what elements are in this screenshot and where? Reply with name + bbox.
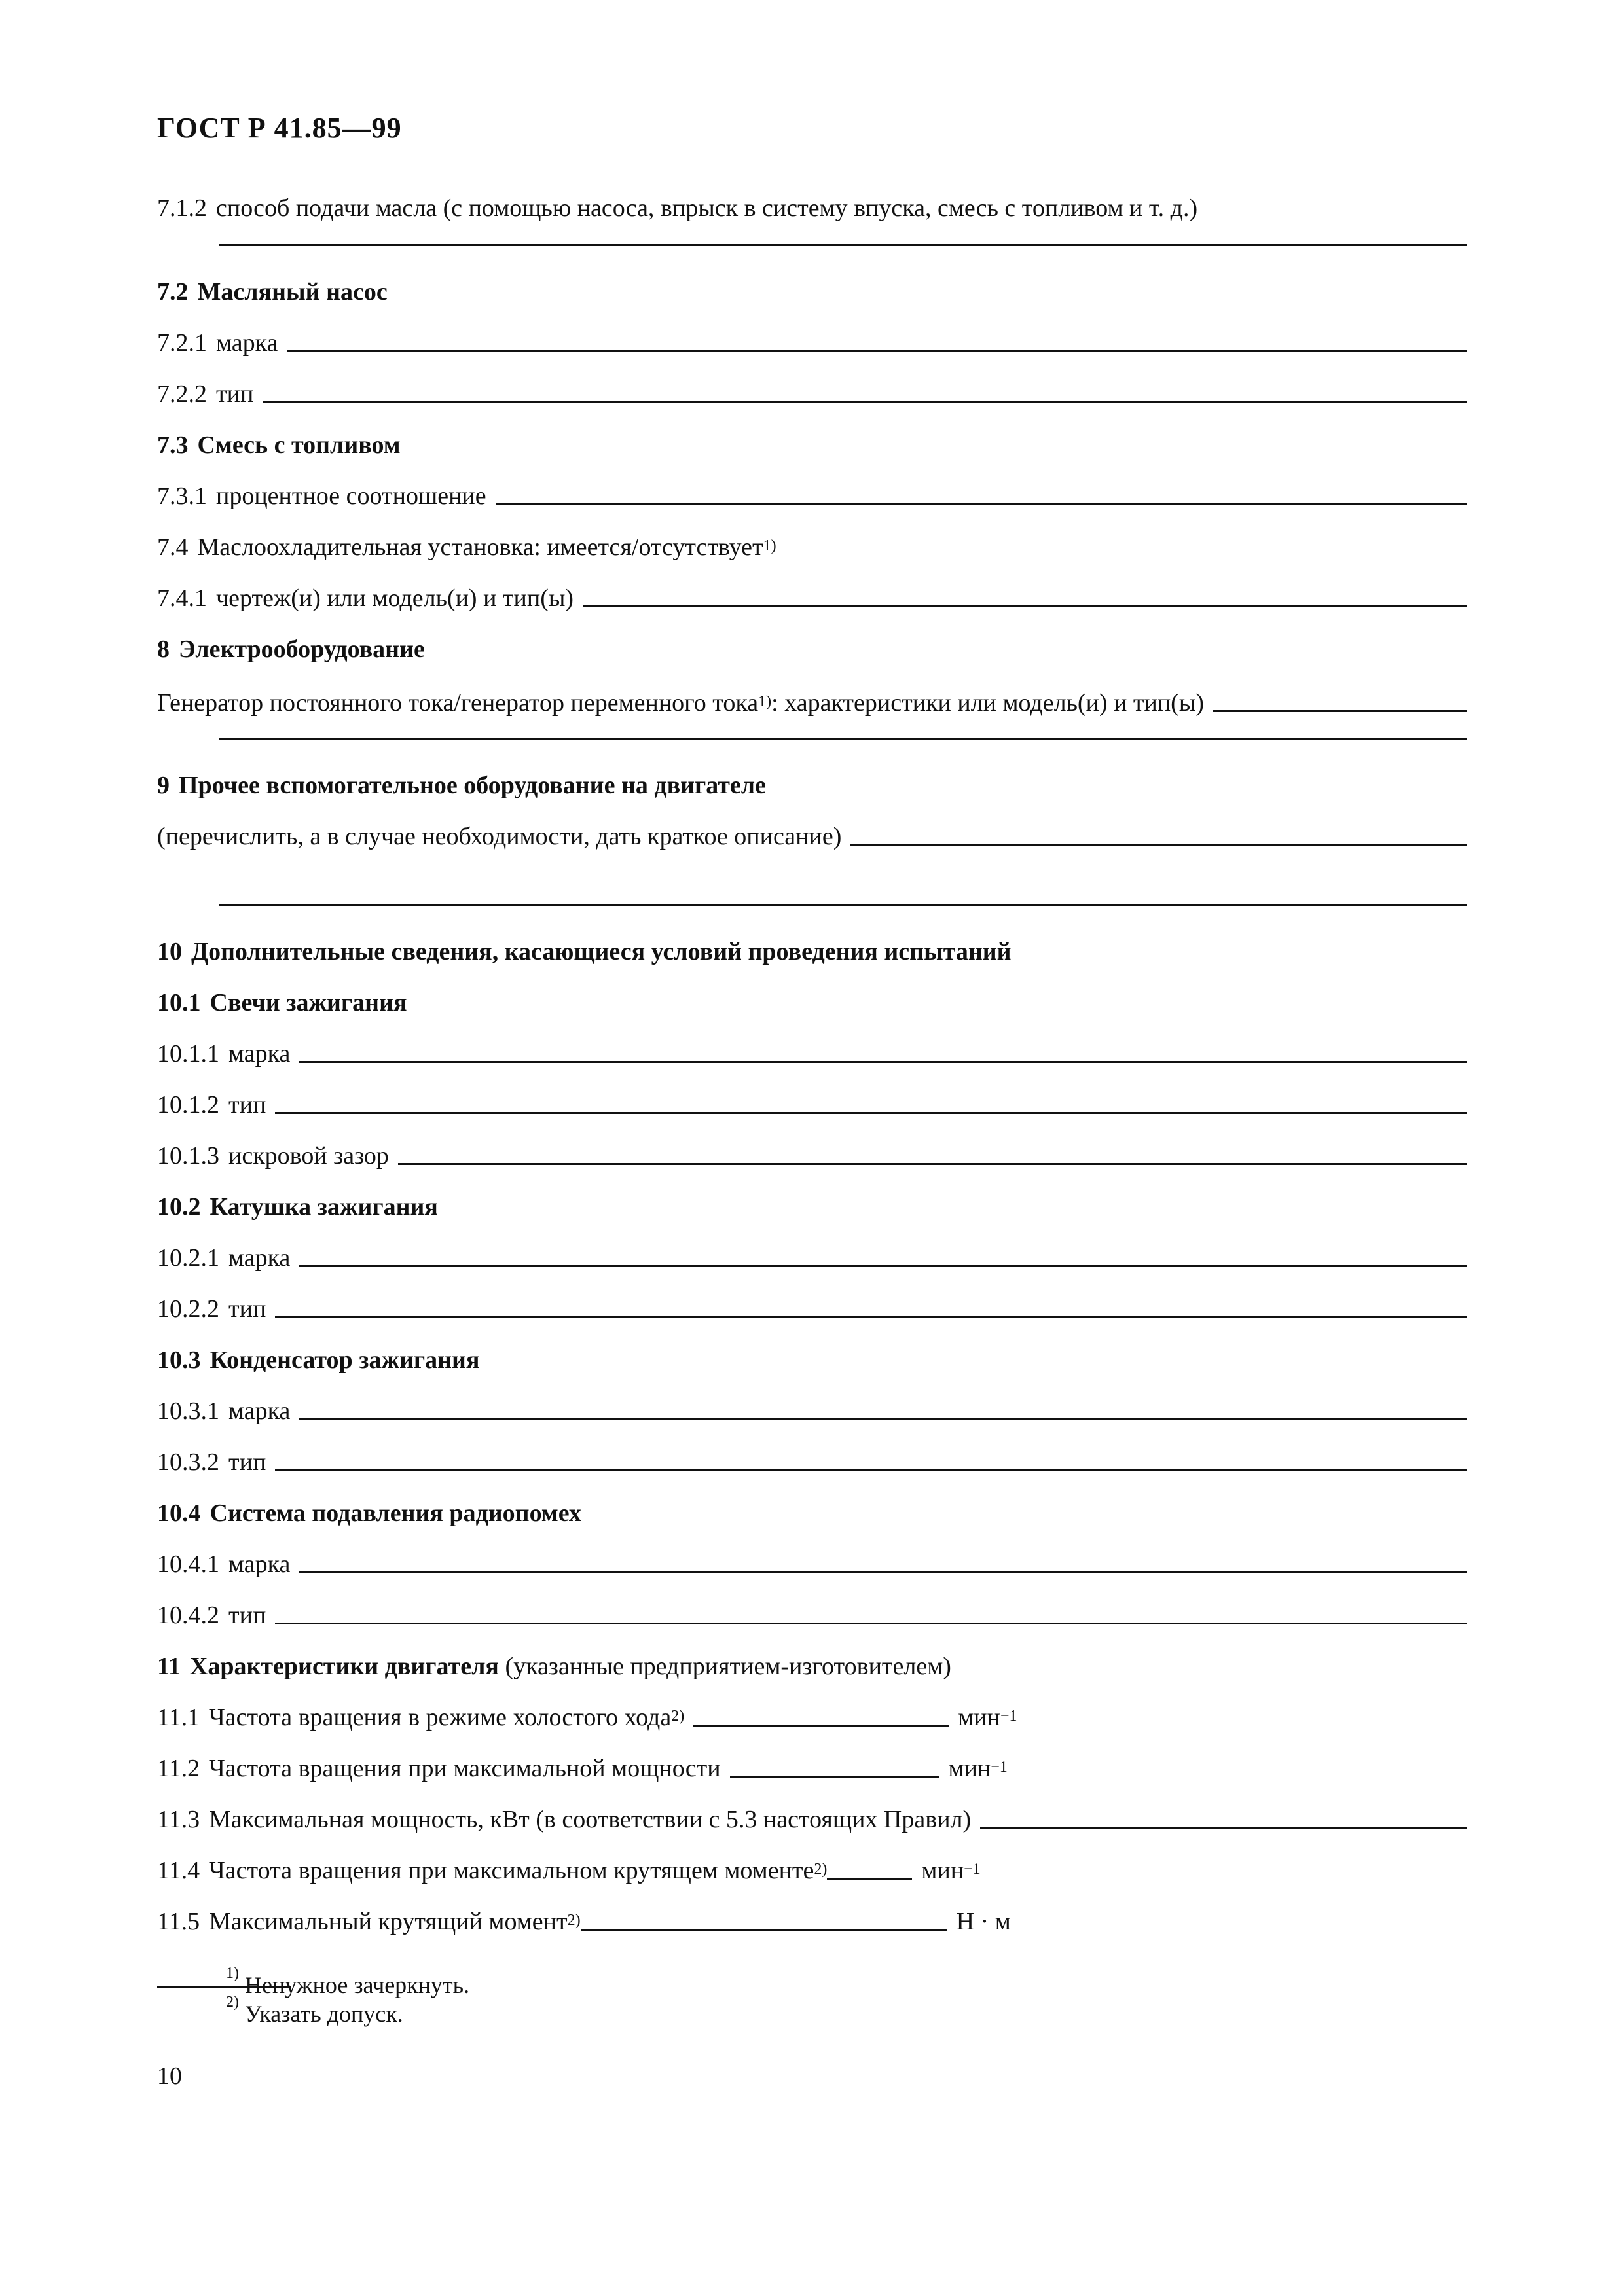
item-11-1: 11.1 Частота вращения в режиме холостого хода $^{2)}$ мин $^{-1}$	[157, 1704, 1017, 1731]
footnote-1: $^{1)}$ Ненужное зачеркнуть.	[226, 1965, 470, 1998]
item-7-2-1: 7.2.1 марка	[157, 318, 1467, 357]
item-9-list-field[interactable]	[850, 843, 1467, 846]
section-11: 11 Характеристики двигателя (указанные предприятием-изготовителем)	[157, 1653, 951, 1680]
item-8-generator-field-2[interactable]	[219, 737, 1467, 740]
item-11-3-field[interactable]	[980, 1826, 1467, 1829]
section-10-4: 10.4 Система подавления радиопомех	[157, 1499, 581, 1527]
item-10-1-1-field[interactable]	[299, 1060, 1467, 1063]
item-7-2-1-field[interactable]	[287, 350, 1467, 352]
item-7-3-1: 7.3.1 процентное соотношение	[157, 471, 1467, 511]
item-7-4-1: 7.4.1 чертеж(и) или модель(и) и тип(ы)	[157, 573, 1467, 613]
section-7-2: 7.2 Масляный насос	[157, 278, 388, 306]
item-7-2-2-field[interactable]	[263, 401, 1467, 403]
item-10-1-3-field[interactable]	[398, 1162, 1467, 1165]
footnote-2: $^{2)}$ Указать допуск.	[226, 1994, 403, 2027]
section-9: 9 Прочее вспомогательное оборудование на двигателе	[157, 772, 766, 799]
item-8-generator: Генератор постоянного тока/генератор переменного тока $^{1)}$ : характеристики или модель(и) и тип(ы)	[157, 678, 1467, 717]
item-10-3-2: 10.3.2 тип	[157, 1437, 1467, 1477]
item-11-2-field[interactable]	[730, 1775, 939, 1778]
item-10-1-2: 10.1.2 тип	[157, 1080, 1467, 1119]
item-7-2-2: 7.2.2 тип	[157, 369, 1467, 408]
item-10-2-2: 10.2.2 тип	[157, 1284, 1467, 1323]
item-8-generator-field[interactable]	[1213, 709, 1467, 712]
item-10-4-1: 10.4.1 марка	[157, 1539, 1467, 1579]
document-header: ГОСТ Р 41.85—99	[157, 112, 402, 144]
item-10-4-1-field[interactable]	[299, 1571, 1467, 1573]
item-10-1-2-field[interactable]	[275, 1111, 1467, 1114]
item-7-4-1-field[interactable]	[583, 605, 1467, 607]
section-7-3: 7.3 Смесь с топливом	[157, 431, 401, 459]
item-11-4: 11.4 Частота вращения при максимальном крутящем моменте $^{2)}$ мин $^{-1}$	[157, 1857, 981, 1884]
section-10-1: 10.1 Свечи зажигания	[157, 989, 407, 1016]
page-number: 10	[157, 2062, 182, 2090]
item-9-list: (перечислить, а в случае необходимости, дать краткое описание)	[157, 812, 1467, 851]
item-11-3: 11.3 Максимальная мощность, кВт (в соответствии с 5.3 настоящих Правил)	[157, 1795, 1467, 1834]
item-10-2-2-field[interactable]	[275, 1316, 1467, 1318]
item-7-1-2-field[interactable]	[219, 243, 1467, 246]
item-10-2-1-field[interactable]	[299, 1265, 1467, 1267]
item-10-4-2: 10.4.2 тип	[157, 1590, 1467, 1630]
item-10-4-2-field[interactable]	[275, 1622, 1467, 1624]
item-7-1-2: 7.1.2 способ подачи масла (с помощью насоса, впрыск в систему впуска, смесь с топливом и т. д.)	[157, 194, 1198, 222]
item-10-1-3: 10.1.3 искровой зазор	[157, 1131, 1467, 1170]
item-11-1-field[interactable]	[693, 1724, 949, 1727]
item-10-3-2-field[interactable]	[275, 1469, 1467, 1471]
item-7-4: 7.4 Маслоохладительная установка: имеется/отсутствует $^{1)}$	[157, 533, 776, 561]
section-10: 10 Дополнительные сведения, касающиеся условий проведения испытаний	[157, 938, 1012, 965]
item-11-5: 11.5 Максимальный крутящий момент $^{2)}$ Н · м	[157, 1908, 1011, 1935]
item-11-2: 11.2 Частота вращения при максимальной мощности мин $^{-1}$	[157, 1755, 1008, 1782]
item-11-5-field[interactable]	[581, 1928, 947, 1931]
section-8: 8 Электрооборудование	[157, 636, 425, 663]
item-11-4-field[interactable]	[827, 1877, 912, 1880]
item-10-1-1: 10.1.1 марка	[157, 1029, 1467, 1068]
item-10-3-1-field[interactable]	[299, 1418, 1467, 1420]
item-10-2-1: 10.2.1 марка	[157, 1233, 1467, 1272]
item-10-3-1: 10.3.1 марка	[157, 1386, 1467, 1426]
section-10-2: 10.2 Катушка зажигания	[157, 1193, 438, 1221]
section-10-3: 10.3 Конденсатор зажигания	[157, 1346, 480, 1374]
item-7-3-1-field[interactable]	[496, 503, 1467, 505]
item-9-list-field-2[interactable]	[219, 903, 1467, 906]
